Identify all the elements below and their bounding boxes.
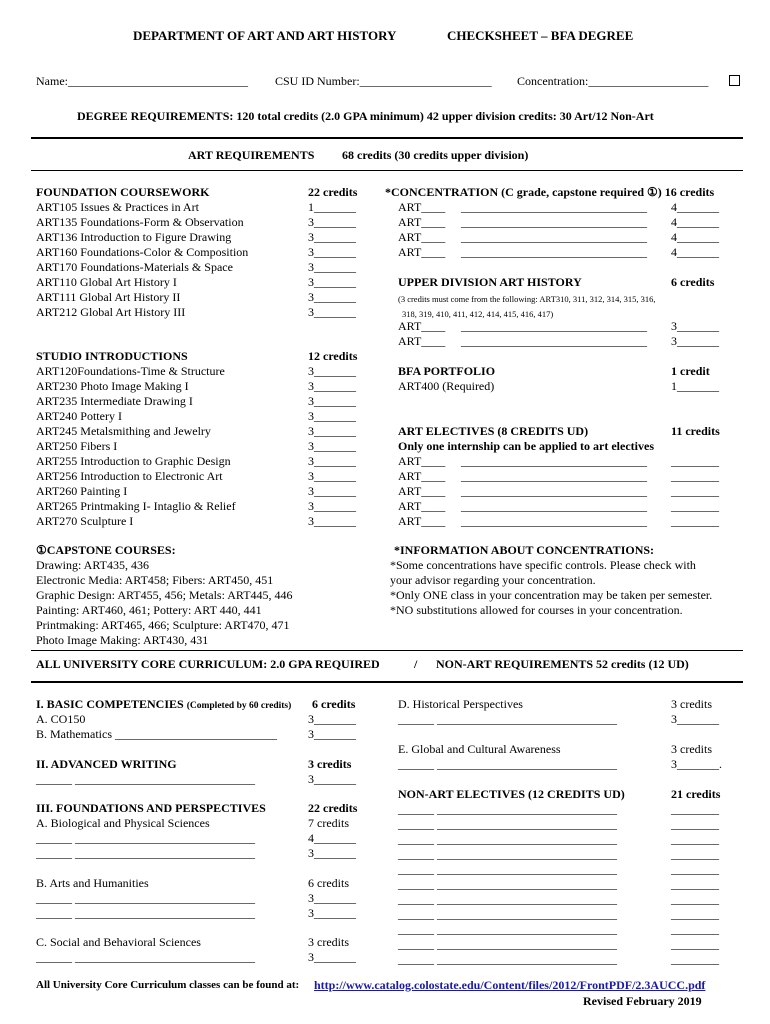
upper-division-note-2: 318, 319, 410, 411, 412, 414, 415, 416, 417) (402, 309, 554, 319)
basic-competencies-header (36, 697, 291, 712)
course-field[interactable]: ______ ______________________________ (36, 891, 255, 905)
grade-blank[interactable]: ________ (671, 469, 719, 483)
grade-blank[interactable]: 3_______ (308, 950, 356, 964)
portfolio-course: ART400 (Required) (398, 379, 495, 393)
historical-title: D. Historical Perspectives (398, 697, 523, 711)
course-name: ART240 Pottery I (36, 409, 122, 423)
info-line: *NO substitutions allowed for courses in your concentration. (390, 603, 683, 617)
info-line: *Only ONE class in your concentration may be taken per semester. (390, 588, 713, 602)
historical-credits: 3 credits (671, 697, 712, 711)
course-prefix-field[interactable]: ART____ (398, 469, 446, 483)
grade-blank[interactable]: 3_______ (308, 424, 356, 438)
concentration-title: *CONCENTRATION (C grade, capstone required ①) 16 credits (385, 185, 715, 199)
electives-credits: 11 credits (671, 424, 720, 438)
grade-blank[interactable]: 3_______ (308, 727, 356, 741)
grade-blank[interactable]: ________ (671, 817, 719, 831)
course-name[interactable]: B. Mathematics ___________________________ (36, 727, 277, 741)
electives-title: ART ELECTIVES (8 CREDITS UD) (398, 424, 589, 438)
degree-requirements: DEGREE REQUIREMENTS: 120 total credits (2.0 GPA minimum) 42 upper division credits: 30 Art/12 Non-Art (77, 109, 654, 123)
course-name[interactable]: A. CO150 (36, 712, 86, 726)
course-prefix-field[interactable]: ART____ (398, 245, 446, 259)
course-name: ART256 Introduction to Electronic Art (36, 469, 223, 483)
course-field[interactable]: ______ ______________________________ (398, 862, 617, 876)
course-name: ART265 Printmaking I- Intaglio & Relief (36, 499, 236, 513)
upper-division-title: UPPER DIVISION ART HISTORY (398, 275, 582, 289)
course-name: ART255 Introduction to Graphic Design (36, 454, 231, 468)
concentration-info-title: *INFORMATION ABOUT CONCENTRATIONS: (394, 543, 655, 557)
art-requirements-credits: 68 credits (30 credits upper division) (342, 148, 529, 162)
grade-blank[interactable]: 3_______ (308, 215, 356, 229)
course-name: ART111 Global Art History II (36, 290, 181, 304)
grade-blank[interactable]: 3_______ (308, 260, 356, 274)
social-title: C. Social and Behavioral Sciences (36, 935, 201, 949)
non-art-requirements: NON-ART REQUIREMENTS 52 credits (12 UD) (436, 657, 689, 671)
grade-blank[interactable]: 3_______ (308, 230, 356, 244)
grade-blank[interactable]: 3_______ (308, 275, 356, 289)
course-title-field[interactable]: _______________________________ (461, 454, 647, 468)
name-field[interactable]: Name:______________________________ (36, 74, 248, 88)
grade-blank[interactable]: ________ (671, 484, 719, 498)
art-requirements-title: ART REQUIREMENTS (188, 148, 315, 162)
course-title-field[interactable]: _______________________________ (461, 469, 647, 483)
course-field[interactable]: ______ ______________________________ (398, 832, 617, 846)
course-name: ART135 Foundations-Form & Observation (36, 215, 244, 229)
course-field[interactable]: ______ ______________________________ (398, 907, 617, 921)
course-field[interactable]: ______ ______________________________ (398, 817, 617, 831)
historical-line[interactable]: ______ ______________________________ (398, 712, 617, 726)
course-name: ART250 Fibers I (36, 439, 118, 453)
course-field[interactable]: ______ ______________________________ (398, 922, 617, 936)
grade-blank[interactable]: 3_______ (308, 514, 356, 528)
course-title-field[interactable]: _______________________________ (461, 514, 647, 528)
course-prefix-field[interactable]: ART____ (398, 200, 446, 214)
course-title-field[interactable]: _______________________________ (461, 215, 647, 229)
basic-credits: 6 credits (312, 697, 356, 711)
course-name: ART235 Intermediate Drawing I (36, 394, 193, 408)
writing-line[interactable]: ______ ______________________________ (36, 772, 255, 786)
capstone-title: ①CAPSTONE COURSES: (36, 543, 176, 557)
course-prefix-field[interactable]: ART____ (398, 215, 446, 229)
historical-blank[interactable]: 3_______ (671, 712, 719, 726)
grade-blank[interactable]: ________ (671, 832, 719, 846)
capstone-line: Printmaking: ART465, 466; Sculpture: ART470, 471 (36, 618, 290, 632)
course-prefix-field[interactable]: ART____ (398, 484, 446, 498)
social-credits: 3 credits (308, 935, 349, 949)
csu-id-field[interactable]: CSU ID Number:______________________ (275, 74, 492, 88)
grade-blank[interactable]: 4_______ (308, 831, 356, 845)
grade-blank[interactable]: ________ (671, 499, 719, 513)
grade-blank[interactable]: 3_______ (308, 379, 356, 393)
grade-blank[interactable]: 3_______ (308, 290, 356, 304)
grade-blank[interactable]: ________ (671, 862, 719, 876)
capstone-line: Painting: ART460, 461; Pottery: ART 440, 441 (36, 603, 262, 617)
grade-blank[interactable]: ________ (671, 847, 719, 861)
grade-blank[interactable]: 4_______ (671, 215, 719, 229)
non-art-electives-credits: 21 credits (671, 787, 721, 801)
course-title-field[interactable]: _______________________________ (461, 484, 647, 498)
course-field[interactable]: ______ ______________________________ (398, 877, 617, 891)
course-name: ART136 Introduction to Figure Drawing (36, 230, 232, 244)
writing-blank[interactable]: 3_______ (308, 772, 356, 786)
humanities-title: B. Arts and Humanities (36, 876, 149, 890)
grade-blank[interactable]: 3_______ (308, 891, 356, 905)
portfolio-blank[interactable]: 1_______ (671, 379, 719, 393)
grade-blank[interactable]: 3_______ (308, 394, 356, 408)
grade-blank[interactable]: ________ (671, 454, 719, 468)
grade-blank[interactable]: 3_______ (308, 245, 356, 259)
course-prefix-field[interactable]: ART____ (398, 334, 446, 348)
foundation-credits: 22 credits (308, 185, 358, 199)
course-field[interactable]: ______ ______________________________ (36, 846, 255, 860)
revised-date: Revised February 2019 (583, 994, 702, 1008)
divider (31, 681, 743, 683)
capstone-line: Electronic Media: ART458; Fibers: ART450, 451 (36, 573, 274, 587)
capstone-line: Photo Image Making: ART430, 431 (36, 633, 209, 647)
grade-blank[interactable]: ________ (671, 514, 719, 528)
course-name: ART212 Global Art History III (36, 305, 186, 319)
studio-title: STUDIO INTRODUCTIONS (36, 349, 188, 363)
grade-blank[interactable]: 4_______ (671, 200, 719, 214)
course-field[interactable]: ______ ______________________________ (36, 831, 255, 845)
writing-title: II. ADVANCED WRITING (36, 757, 177, 771)
info-line: *Some concentrations have specific controls. Please check with (390, 558, 696, 572)
basic-title: I. BASIC COMPETENCIES (36, 697, 184, 711)
department-title: DEPARTMENT OF ART AND ART HISTORY (133, 28, 397, 43)
grade-blank[interactable]: ________ (671, 952, 719, 966)
grade-blank[interactable]: ________ (671, 877, 719, 891)
basic-note: (Completed by 60 credits) (186, 701, 292, 711)
course-prefix-field[interactable]: ART____ (398, 319, 446, 333)
course-field[interactable]: ______ ______________________________ (398, 847, 617, 861)
writing-credits: 3 credits (308, 757, 352, 771)
foundation-title: FOUNDATION COURSEWORK (36, 185, 210, 199)
global-line[interactable]: ______ ______________________________ (398, 757, 617, 771)
grade-blank[interactable]: 3_______ (308, 454, 356, 468)
grade-blank[interactable]: ________ (671, 892, 719, 906)
global-credits: 3 credits (671, 742, 712, 756)
core-slash: / (414, 657, 418, 671)
course-field[interactable]: ______ ______________________________ (398, 952, 617, 966)
sciences-credits: 7 credits (308, 816, 349, 830)
grade-blank[interactable]: ________ (671, 937, 719, 951)
portfolio-title: BFA PORTFOLIO (398, 364, 496, 378)
grade-blank[interactable]: 3_______ (308, 484, 356, 498)
electives-note: Only one internship can be applied to art electives (398, 439, 654, 453)
grade-blank[interactable]: 3_______ (308, 469, 356, 483)
grade-blank[interactable]: ________ (671, 802, 719, 816)
grade-blank[interactable]: 3_______ (308, 846, 356, 860)
capstone-line: Drawing: ART435, 436 (36, 558, 149, 572)
grade-blank[interactable]: 3_______ (308, 439, 356, 453)
divider (31, 650, 743, 651)
course-prefix-field[interactable]: ART____ (398, 514, 446, 528)
foundations-perspectives-title: III. FOUNDATIONS AND PERSPECTIVES (36, 801, 266, 815)
course-title-field[interactable]: _______________________________ (461, 230, 647, 244)
upper-division-credits: 6 credits (671, 275, 715, 289)
grade-blank[interactable]: 4_______ (671, 230, 719, 244)
course-title-field[interactable]: _______________________________ (461, 200, 647, 214)
course-name: ART105 Issues & Practices in Art (36, 200, 199, 214)
course-field[interactable]: ______ ______________________________ (398, 802, 617, 816)
portfolio-credits: 1 credit (671, 364, 710, 378)
aucc-link[interactable]: http://www.catalog.colostate.edu/Content/files/2012/FrontPDF/2.3AUCC.pdf (314, 978, 706, 992)
course-field[interactable]: ______ ______________________________ (398, 937, 617, 951)
course-name: ART245 Metalsmithing and Jewelry (36, 424, 211, 438)
footer-label: All University Core Curriculum classes can be found at: (36, 979, 300, 991)
course-title-field[interactable]: _______________________________ (461, 334, 647, 348)
course-prefix-field[interactable]: ART____ (398, 499, 446, 513)
course-name: ART260 Painting I (36, 484, 128, 498)
course-title-field[interactable]: _______________________________ (461, 319, 647, 333)
course-field[interactable]: ______ ______________________________ (398, 892, 617, 906)
capstone-line: Graphic Design: ART455, 456; Metals: ART445, 446 (36, 588, 293, 602)
course-name: ART170 Foundations-Materials & Space (36, 260, 233, 274)
concentration-field[interactable]: Concentration:____________________ (517, 74, 709, 88)
grade-blank[interactable]: 3_______ (308, 364, 356, 378)
core-title: ALL UNIVERSITY CORE CURRICULUM: 2.0 GPA REQUIRED (36, 657, 380, 671)
grade-blank[interactable]: 3_______ (308, 906, 356, 920)
sciences-title: A. Biological and Physical Sciences (36, 816, 210, 830)
info-line: your advisor regarding your concentration. (390, 573, 596, 587)
non-art-electives-title: NON-ART ELECTIVES (12 CREDITS UD) (398, 787, 625, 801)
global-title: E. Global and Cultural Awareness (398, 742, 561, 756)
divider (31, 170, 743, 171)
course-prefix-field[interactable]: ART____ (398, 454, 446, 468)
studio-credits: 12 credits (308, 349, 358, 363)
course-title-field[interactable]: _______________________________ (461, 499, 647, 513)
grade-blank[interactable]: 3_______ (308, 712, 356, 726)
grade-blank[interactable]: 3_______ (308, 305, 356, 319)
course-field[interactable]: ______ ______________________________ (36, 906, 255, 920)
grade-blank[interactable]: ________ (671, 907, 719, 921)
global-blank[interactable]: 3_______. (671, 757, 722, 771)
course-name: ART230 Photo Image Making I (36, 379, 189, 393)
foundations-perspectives-credits: 22 credits (308, 801, 358, 815)
grade-blank[interactable]: 3_______ (308, 409, 356, 423)
concentration-checkbox[interactable] (729, 75, 740, 86)
checksheet-title: CHECKSHEET – BFA DEGREE (447, 28, 634, 43)
course-name: ART110 Global Art History I (36, 275, 177, 289)
upper-division-note-1: (3 credits must come from the following: ART310, 311, 312, 314, 315, 316, (398, 294, 656, 304)
divider (31, 137, 743, 139)
course-name: ART270 Sculpture I (36, 514, 134, 528)
grade-blank[interactable]: 3_______ (671, 334, 719, 348)
course-title-field[interactable]: _______________________________ (461, 245, 647, 259)
grade-blank[interactable]: ________ (671, 922, 719, 936)
course-name: ART160 Foundations-Color & Composition (36, 245, 249, 259)
course-prefix-field[interactable]: ART____ (398, 230, 446, 244)
grade-blank[interactable]: 1_______ (308, 200, 356, 214)
grade-blank[interactable]: 3_______ (308, 499, 356, 513)
course-name: ART120Foundations-Time & Structure (36, 364, 225, 378)
grade-blank[interactable]: 4_______ (671, 245, 719, 259)
grade-blank[interactable]: 3_______ (671, 319, 719, 333)
humanities-credits: 6 credits (308, 876, 349, 890)
course-field[interactable]: ______ ______________________________ (36, 950, 255, 964)
